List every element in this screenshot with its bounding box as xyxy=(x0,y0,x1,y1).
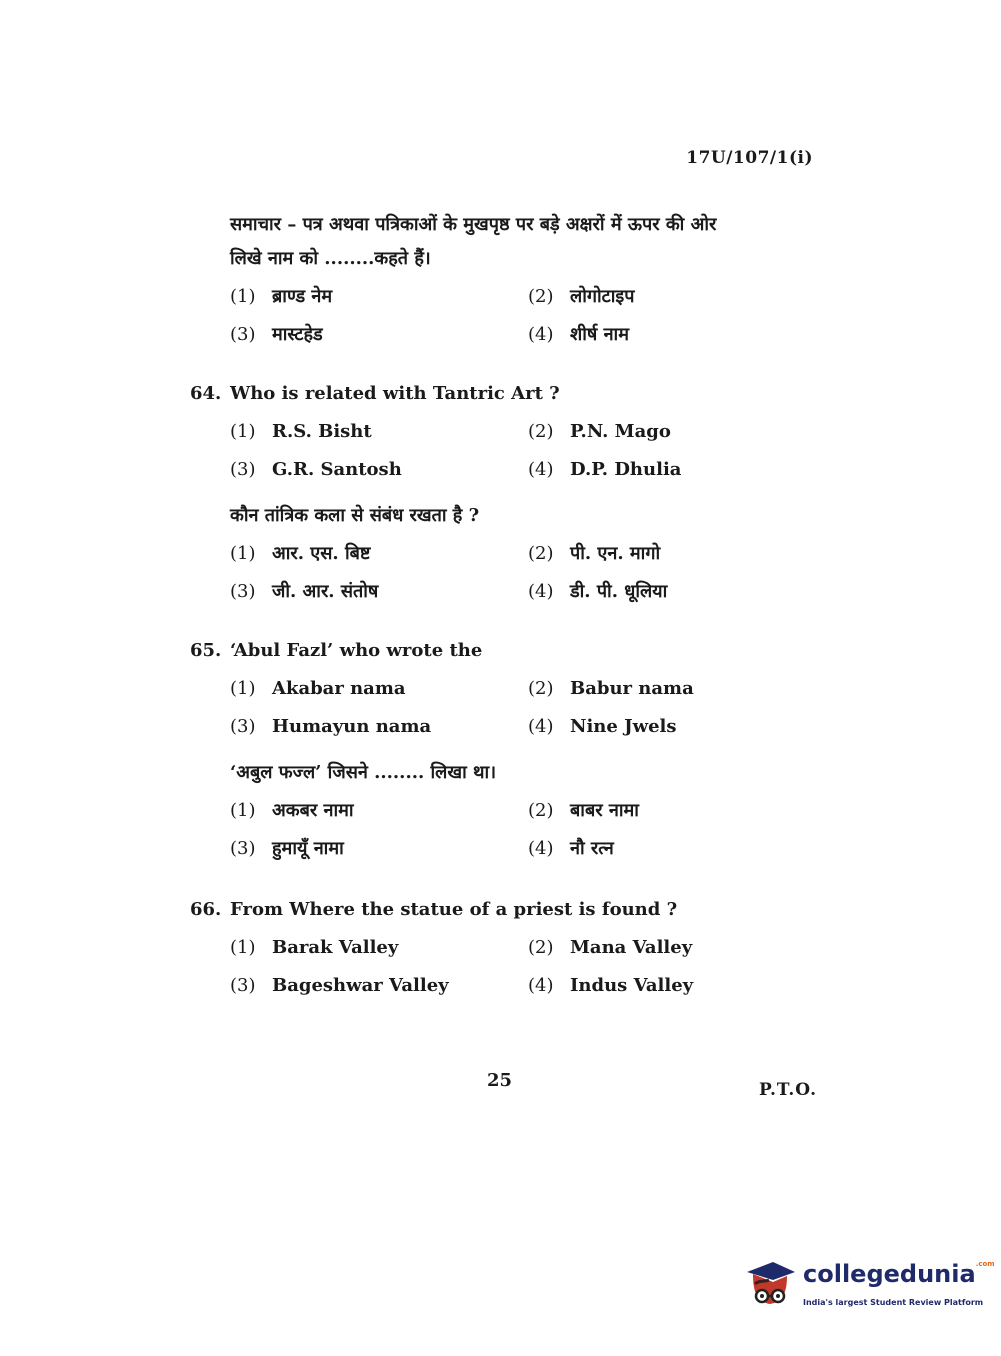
question-line xyxy=(190,377,830,411)
options-grid xyxy=(230,931,830,1003)
option-number: (1) xyxy=(230,937,256,958)
hindi-options-grid xyxy=(230,537,830,609)
option-1 xyxy=(230,672,528,706)
hindi-options-grid xyxy=(230,794,830,866)
option-text: पी. एन. मागो xyxy=(570,543,661,564)
question-64 xyxy=(190,377,830,609)
option-number: (1) xyxy=(230,286,256,307)
option-number: (3) xyxy=(230,459,256,480)
option-1 xyxy=(230,415,528,449)
option-text: डी. पी. धूलिया xyxy=(570,581,668,602)
option-text: Babur nama xyxy=(570,678,694,699)
option-number: (2) xyxy=(528,543,554,564)
option-text: R.S. Bisht xyxy=(272,421,372,442)
option-3 xyxy=(230,710,528,744)
option-4 xyxy=(528,710,828,744)
hindi-option-3 xyxy=(230,832,528,866)
option-text: Nine Jwels xyxy=(570,716,677,737)
option-text: Barak Valley xyxy=(272,937,399,958)
option-text: G.R. Santosh xyxy=(272,459,402,480)
option-2 xyxy=(528,931,828,965)
option-2 xyxy=(528,672,828,706)
brand-suffix: .com xyxy=(975,1260,995,1268)
question-stem-line-2: लिखे नाम को ........कहते हैं। xyxy=(230,248,431,269)
option-number: (4) xyxy=(528,716,554,737)
option-number: (2) xyxy=(528,421,554,442)
option-3 xyxy=(230,318,528,352)
question-line xyxy=(190,893,830,927)
option-number: (3) xyxy=(230,324,256,345)
please-turn-over: P.T.O. xyxy=(759,1080,817,1100)
option-number: (1) xyxy=(230,678,256,699)
option-text: अकबर नामा xyxy=(272,800,354,821)
question-hindi-text: ‘अबुल फज्ल’ जिसने ........ लिखा था। xyxy=(230,762,497,783)
option-3 xyxy=(230,453,528,487)
option-number: (2) xyxy=(528,800,554,821)
option-text: मास्टहेड xyxy=(272,324,323,345)
options-grid xyxy=(230,415,830,487)
option-number: (1) xyxy=(230,421,256,442)
option-4 xyxy=(528,318,828,352)
option-text: जी. आर. संतोष xyxy=(272,581,379,602)
question-number: 65. xyxy=(190,640,222,661)
options-grid xyxy=(230,672,830,744)
option-text: Indus Valley xyxy=(570,975,694,996)
option-text: आर. एस. बिष्ट xyxy=(272,543,371,564)
option-text: लोगोटाइप xyxy=(570,286,635,307)
option-text: ब्राण्ड नेम xyxy=(272,286,333,307)
hindi-option-2 xyxy=(528,537,828,571)
brand-tagline: India's largest Student Review Platform xyxy=(803,1298,984,1307)
option-number: (1) xyxy=(230,800,256,821)
option-1 xyxy=(230,931,528,965)
option-number: (4) xyxy=(528,459,554,480)
option-text: बाबर नामा xyxy=(570,800,639,821)
hindi-option-4 xyxy=(528,575,828,609)
hindi-option-1 xyxy=(230,537,528,571)
option-number: (2) xyxy=(528,286,554,307)
option-text: Humayun nama xyxy=(272,716,432,737)
options-grid xyxy=(230,280,830,352)
option-number: (4) xyxy=(528,324,554,345)
hindi-option-3 xyxy=(230,575,528,609)
question-line xyxy=(190,634,830,668)
option-text: D.P. Dhulia xyxy=(570,459,682,480)
question-stem-line-1: समाचार – पत्र अथवा पत्रिकाओं के मुखपृष्ठ पर बड़े अक्षरों में ऊपर की ओर xyxy=(230,214,717,235)
option-number: (4) xyxy=(528,581,554,602)
option-number: (4) xyxy=(528,975,554,996)
option-text: Bageshwar Valley xyxy=(272,975,449,996)
option-4 xyxy=(528,969,828,1003)
option-number: (2) xyxy=(528,937,554,958)
hindi-option-2 xyxy=(528,794,828,828)
option-number: (3) xyxy=(230,581,256,602)
mascot-icon xyxy=(743,1258,797,1312)
option-4 xyxy=(528,453,828,487)
page-number: 25 xyxy=(487,1070,513,1091)
paper-code: 17U/107/1(i) xyxy=(686,148,813,168)
option-2 xyxy=(528,280,828,314)
option-3 xyxy=(230,969,528,1003)
option-1 xyxy=(230,280,528,314)
question-65 xyxy=(190,634,830,866)
question-hindi-text: कौन तांत्रिक कला से संबंध रखता है ? xyxy=(230,505,480,526)
question-text: ‘Abul Fazl’ who wrote the xyxy=(230,640,483,661)
brand-name: collegedunia$^{.com}$ xyxy=(803,1260,995,1288)
option-2 xyxy=(528,415,828,449)
option-text: Akabar nama xyxy=(272,678,406,699)
collegedunia-watermark xyxy=(743,1252,995,1322)
option-number: (2) xyxy=(528,678,554,699)
question-66 xyxy=(190,893,830,1003)
option-number: (3) xyxy=(230,838,256,859)
option-number: (4) xyxy=(528,838,554,859)
option-number: (1) xyxy=(230,543,256,564)
question-63-hindi xyxy=(190,208,830,352)
option-number: (3) xyxy=(230,716,256,737)
option-number: (3) xyxy=(230,975,256,996)
option-text: Mana Valley xyxy=(570,937,693,958)
option-text: P.N. Mago xyxy=(570,421,671,442)
option-text: हुमायूँ नामा xyxy=(272,838,344,859)
hindi-option-1 xyxy=(230,794,528,828)
question-text: Who is related with Tantric Art ? xyxy=(230,383,560,404)
hindi-option-4 xyxy=(528,832,828,866)
question-number: 66. xyxy=(190,899,222,920)
question-number: 64. xyxy=(190,383,222,404)
option-text: नौ रत्न xyxy=(570,838,614,859)
option-text: शीर्ष नाम xyxy=(570,324,629,345)
question-text: From Where the statue of a priest is found ? xyxy=(230,899,678,920)
